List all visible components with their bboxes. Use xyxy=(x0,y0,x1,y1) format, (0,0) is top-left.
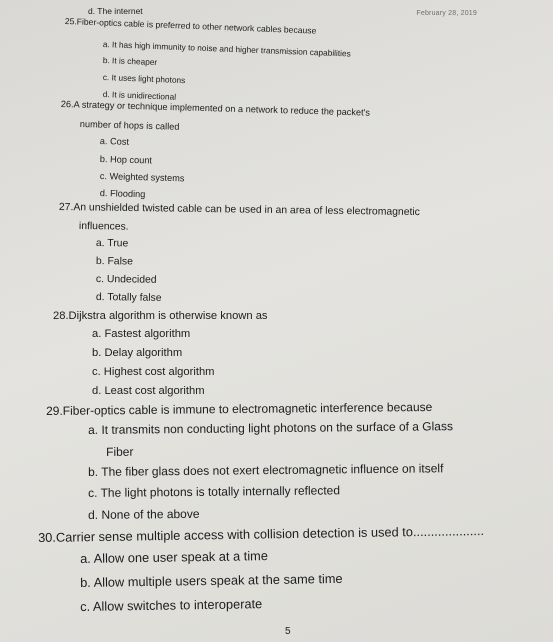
previous-question-option: d. The internet xyxy=(88,6,143,16)
option-continued: Fiber xyxy=(106,444,134,459)
option: b. Hop count xyxy=(99,154,153,166)
question-text: 28.Dijkstra algorithm is otherwise known as xyxy=(53,310,268,322)
option: d. None of the above xyxy=(88,506,200,522)
option: d. Least cost algorithm xyxy=(92,385,205,397)
option: d. It is unidirectional xyxy=(102,89,177,102)
option: c. Highest cost algorithm xyxy=(92,366,215,378)
option: b. It is cheaper xyxy=(102,55,158,68)
option: a. Cost xyxy=(99,136,130,147)
option: d. Totally false xyxy=(95,292,162,304)
date-stamp: February 28, 2019 xyxy=(416,10,477,17)
option: a. Allow one user speak at a time xyxy=(80,548,269,566)
option: d. Flooding xyxy=(99,188,146,200)
option: c. Weighted systems xyxy=(99,171,185,184)
question-text: 27.An unshielded twisted cable can be used in an area of less electromagnetic xyxy=(58,202,420,219)
option: b. False xyxy=(95,256,133,268)
option: a. True xyxy=(95,238,129,250)
question-text: 30.Carrier sense multiple access with collision detection is used to.................... xyxy=(38,522,485,545)
question-text-continued: influences. xyxy=(78,221,129,233)
option: a. It has high immunity to noise and higher transmission capabilities xyxy=(102,39,351,59)
option: a. It transmits non conducting light photons on the surface of a Glass xyxy=(88,419,454,437)
question-text: 26.A strategy or technique implemented on a network to reduce the packet's xyxy=(60,99,371,118)
question-text: 25.Fiber-optics cable is preferred to other network cables because xyxy=(64,16,317,36)
question-text: 29.Fiber-optics cable is immune to electromagnetic interference because xyxy=(46,399,433,418)
option: c. The light photons is totally internally reflected xyxy=(88,483,341,500)
option: c. Undecided xyxy=(95,274,157,286)
page-number: 5 xyxy=(285,626,291,637)
option: c. It uses light photons xyxy=(102,72,186,86)
option: b. Delay algorithm xyxy=(92,347,183,359)
question-text-continued: number of hops is called xyxy=(79,119,180,132)
option: c. Allow switches to interoperate xyxy=(80,596,263,614)
option: a. Fastest algorithm xyxy=(92,328,191,340)
option: b. Allow multiple users speak at the same time xyxy=(80,570,343,590)
option: b. The fiber glass does not exert electromagnetic influence on itself xyxy=(88,461,444,479)
